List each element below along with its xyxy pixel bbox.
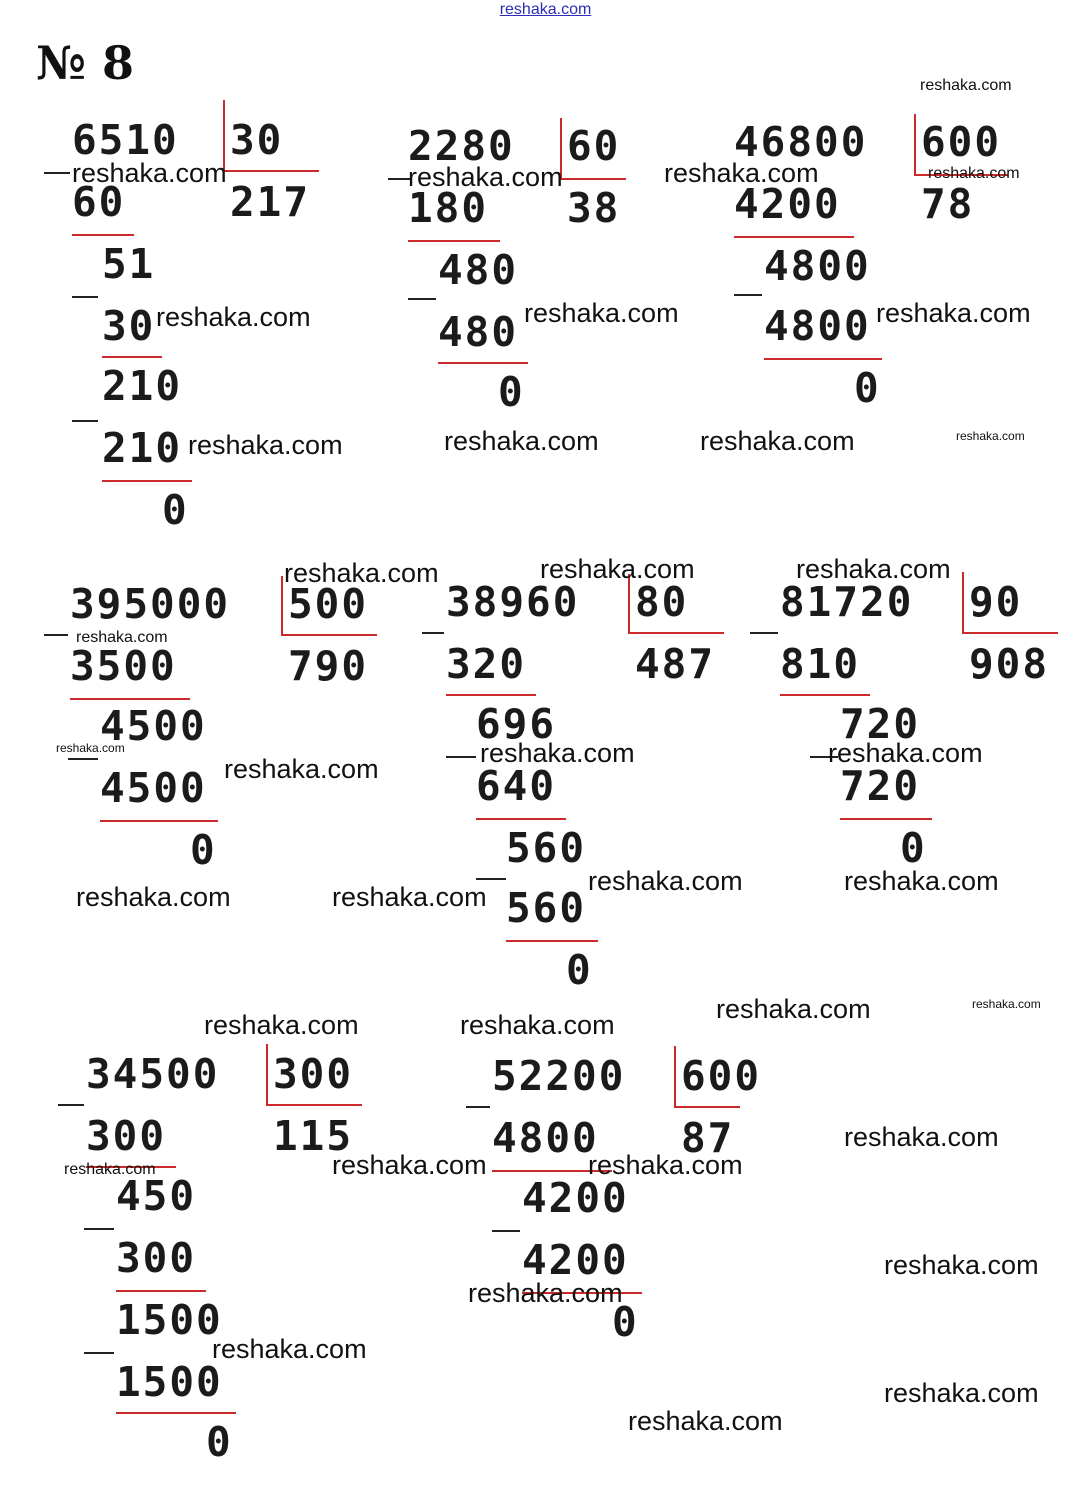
step-product: 180 <box>408 184 489 232</box>
quotient-rule <box>674 1106 740 1108</box>
step-remainder: 51 <box>102 240 156 288</box>
watermark: reshaka.com <box>444 426 599 456</box>
quotient-rule <box>628 632 724 634</box>
step-product: 560 <box>506 884 587 932</box>
minus-sign <box>72 296 98 298</box>
step-rule <box>476 818 566 820</box>
watermark: reshaka.com <box>224 754 379 784</box>
watermark: reshaka.com <box>540 554 695 584</box>
watermark: reshaka.com <box>212 1334 367 1364</box>
step-remainder: 696 <box>476 700 557 748</box>
minus-sign <box>734 294 762 296</box>
step-rule <box>506 940 598 942</box>
divisor: 300 <box>273 1050 354 1098</box>
step-product: 720 <box>840 762 921 810</box>
watermark: reshaka.com <box>928 165 1020 182</box>
divisor: 80 <box>635 578 689 626</box>
step-product: 1500 <box>116 1358 223 1406</box>
dividend: 2280 <box>408 122 515 170</box>
step-rule <box>100 820 218 822</box>
dividend: 395000 <box>70 580 231 628</box>
step-rule <box>764 358 882 360</box>
final-remainder: 0 <box>206 1418 233 1466</box>
minus-sign <box>44 172 70 174</box>
watermark: reshaka.com <box>884 1378 1039 1408</box>
quotient: 487 <box>635 640 716 688</box>
divisor-bar <box>962 572 964 634</box>
minus-sign <box>476 878 506 880</box>
step-remainder: 720 <box>840 700 921 748</box>
step-product: 30 <box>102 302 156 350</box>
top-watermark-link[interactable]: reshaka.com <box>499 1 592 18</box>
watermark: reshaka.com <box>284 558 439 588</box>
minus-sign <box>72 420 98 422</box>
minus-sign <box>68 758 98 760</box>
step-rule <box>116 1290 206 1292</box>
watermark: reshaka.com <box>332 1150 487 1180</box>
watermark: reshaka.com <box>844 866 999 896</box>
dividend: 46800 <box>734 118 868 166</box>
minus-sign <box>492 1230 520 1232</box>
watermark: reshaka.com <box>408 162 563 192</box>
step-rule <box>408 240 500 242</box>
dividend: 81720 <box>780 578 914 626</box>
watermark: reshaka.com <box>920 77 1012 94</box>
minus-sign <box>84 1228 114 1230</box>
dividend: 38960 <box>446 578 580 626</box>
minus-sign <box>422 632 444 634</box>
watermark: reshaka.com <box>884 1250 1039 1280</box>
step-product: 4200 <box>522 1236 629 1284</box>
step-product: 4200 <box>734 180 841 228</box>
watermark: reshaka.com <box>56 741 125 755</box>
divisor: 500 <box>288 580 369 628</box>
step-rule <box>72 234 134 236</box>
final-remainder: 0 <box>854 364 881 412</box>
quotient: 87 <box>681 1114 735 1162</box>
watermark: reshaka.com <box>480 738 635 768</box>
quotient: 217 <box>230 178 311 226</box>
final-remainder: 0 <box>190 826 217 874</box>
step-rule <box>102 480 192 482</box>
step-remainder: 4200 <box>522 1174 629 1222</box>
quotient: 790 <box>288 642 369 690</box>
watermark: reshaka.com <box>588 866 743 896</box>
watermark: reshaka.com <box>876 298 1031 328</box>
watermark: reshaka.com <box>332 882 487 912</box>
step-rule <box>840 818 932 820</box>
minus-sign <box>388 178 410 180</box>
minus-sign <box>408 298 436 300</box>
divisor: 30 <box>230 116 284 164</box>
step-rule <box>446 694 536 696</box>
watermark: reshaka.com <box>972 997 1041 1011</box>
divisor: 600 <box>681 1052 762 1100</box>
divisor: 600 <box>921 118 1002 166</box>
watermark: reshaka.com <box>828 738 983 768</box>
quotient-rule <box>281 634 377 636</box>
quotient: 115 <box>273 1112 354 1160</box>
dividend: 34500 <box>86 1050 220 1098</box>
step-remainder: 450 <box>116 1172 197 1220</box>
minus-sign <box>446 756 476 758</box>
quotient: 908 <box>969 640 1050 688</box>
minus-sign <box>84 1352 114 1354</box>
step-product: 300 <box>116 1234 197 1282</box>
final-remainder: 0 <box>566 946 593 994</box>
step-product: 300 <box>86 1112 167 1160</box>
divisor: 90 <box>969 578 1023 626</box>
step-rule <box>70 698 190 700</box>
step-remainder: 1500 <box>116 1296 223 1344</box>
quotient: 78 <box>921 180 975 228</box>
step-product: 3500 <box>70 642 177 690</box>
watermark: reshaka.com <box>64 1161 156 1178</box>
final-remainder: 0 <box>162 486 189 534</box>
dividend: 52200 <box>492 1052 626 1100</box>
step-product: 4500 <box>100 764 207 812</box>
watermark: reshaka.com <box>796 554 951 584</box>
step-rule <box>102 356 162 358</box>
step-product: 60 <box>72 178 126 226</box>
step-product: 4800 <box>764 302 871 350</box>
step-remainder: 480 <box>438 246 519 294</box>
divisor-bar <box>281 576 283 636</box>
step-product: 480 <box>438 308 519 356</box>
watermark: reshaka.com <box>460 1010 615 1040</box>
quotient-rule <box>266 1104 362 1106</box>
step-rule <box>734 236 854 238</box>
quotient-rule <box>223 170 319 172</box>
watermark: reshaka.com <box>628 1406 783 1436</box>
quotient-rule <box>560 178 626 180</box>
step-remainder: 4800 <box>764 242 871 290</box>
step-product: 320 <box>446 640 527 688</box>
quotient: 38 <box>567 184 621 232</box>
final-remainder: 0 <box>900 824 927 872</box>
watermark: reshaka.com <box>204 1010 359 1040</box>
watermark: reshaka.com <box>716 994 871 1024</box>
divisor: 60 <box>567 122 621 170</box>
watermark: reshaka.com <box>72 158 227 188</box>
watermark: reshaka.com <box>156 302 311 332</box>
watermark: reshaka.com <box>188 430 343 460</box>
step-rule <box>438 362 528 364</box>
step-product: 640 <box>476 762 557 810</box>
step-product: 210 <box>102 424 183 472</box>
watermark: reshaka.com <box>76 882 231 912</box>
watermark: reshaka.com <box>468 1278 623 1308</box>
watermark: reshaka.com <box>664 158 819 188</box>
minus-sign <box>466 1106 490 1108</box>
quotient-rule <box>962 632 1058 634</box>
watermark: reshaka.com <box>844 1122 999 1152</box>
step-remainder: 4500 <box>100 702 207 750</box>
step-rule <box>116 1412 236 1414</box>
minus-sign <box>44 634 68 636</box>
minus-sign <box>58 1104 84 1106</box>
divisor-bar <box>674 1046 676 1108</box>
step-product: 810 <box>780 640 861 688</box>
step-rule <box>780 694 870 696</box>
problem-number-title: № 8 <box>36 36 135 90</box>
watermark: reshaka.com <box>588 1150 743 1180</box>
final-remainder: 0 <box>498 368 525 416</box>
divisor-bar <box>266 1044 268 1106</box>
step-remainder: 210 <box>102 362 183 410</box>
step-remainder: 560 <box>506 824 587 872</box>
minus-sign <box>750 632 778 634</box>
watermark: reshaka.com <box>700 426 855 456</box>
watermark: reshaka.com <box>76 629 168 646</box>
divisor-bar <box>914 114 916 176</box>
dividend: 6510 <box>72 116 179 164</box>
watermark: reshaka.com <box>956 429 1025 443</box>
final-remainder: 0 <box>612 1298 639 1346</box>
watermark: reshaka.com <box>524 298 679 328</box>
step-product: 4800 <box>492 1114 599 1162</box>
